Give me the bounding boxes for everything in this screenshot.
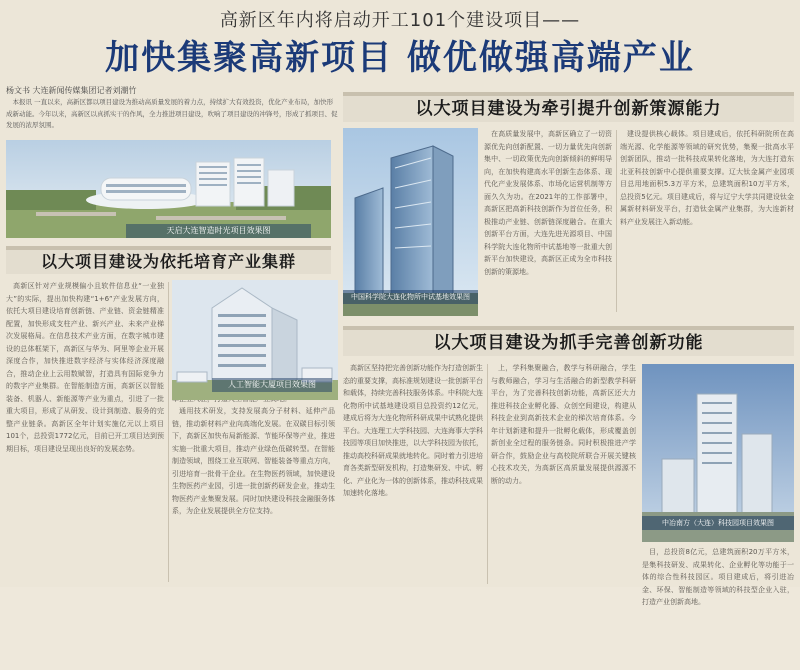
section1-column-2-cont: 通用技术研发，支持发展高分子材料、延伸产品链，推动新材料产业向高端化发展。在双碳目标引领下，高新区加快布局新能源、节能环保等产业，推进实施一批重大项目，推动产业绿色低碳转型。在智能制造领域，围绕工业互联网、智能装备等重点方向，引进培育一批骨干企业。在生物医药领域，加快建设生物医药产业园，引进一批创新药研发企业，推动生物医药产业集聚发展。同时加快建设科技金融服务体系，为企业发展提供全方位支持。	[172, 407, 335, 515]
kicker-headline: 高新区年内将启动开工101个建设项目——	[219, 10, 581, 31]
main-headline: 加快集聚高新项目 做优做强高端产业	[105, 38, 695, 78]
caption-tech-park: 中冶南方（大连）科技园项目效果图	[642, 516, 794, 530]
twin-towers-illustration	[343, 128, 478, 316]
column-divider-2	[616, 130, 617, 312]
section1-title: 以大项目建设为依托培育产业集群	[6, 250, 331, 274]
caption-ai-tower: 人工智能大厦项目效果图	[212, 378, 332, 392]
column-divider-3	[487, 364, 488, 584]
section2-title: 以大项目建设为牵引提升创新策源能力	[343, 96, 794, 122]
photo-twin-towers	[343, 128, 478, 316]
section3-column-3: 目，总投资8亿元，总建筑面积20万平方米，是集科技研发、成果转化、企业孵化等功能于一体的综合性科技园区。项目建成后，将引进冶金、环保、智能制造等领域的科技型企业入驻，打造产业创新高地。	[642, 548, 794, 606]
caption-twin-towers: 中国科学院大连化物所中试基地效果图	[343, 290, 478, 304]
photo-campus-rendering	[6, 140, 331, 238]
lead-paragraph: 本报讯 一直以来，高新区都以项目建设为推动高质量发展的着力点，持续扩大有效投资，优化产业布局，加快形成新动能。今年以来，高新区以真抓实干的作风，全力推进项目建设，吹响了项目建设的冲锋号，形成了抓项目、促发展的浓厚氛围。	[6, 98, 338, 129]
byline: 杨文书 大连新闻传媒集团记者刘潮竹	[6, 86, 137, 95]
photo-ai-tower	[172, 280, 338, 400]
section1-column-1: 高新区针对产业规模偏小且软件信息业“一业独大”的实际，提出加快构建“1+6”产业发展方向，依托大项目建设培育创新链、产业链、资金链精准配置，加快形成支柱产业、新兴产业、未来产业梯次发展格局。在信息技术产业方面，在数字城市建设的总体框架下，高新区与华为、阿里等企业开展深度合作，加快推进数字经济与实体经济深度融合，推动企业上云用数赋智，打造具有国际竞争力的数字产业集群。在智能制造方面，高新区以智能装备、机器人、新能源等产业为重点，引进了一批重大项目，形成了从研发、设计到制造、服务的完整产业链条。高新区全年计划实施亿元以上项目101个，总投资1772亿元，目前已开工项目达到预期目标，项目建设呈现出良好的发展态势。	[6, 282, 164, 453]
section3-column-2: 上，学科集聚融合，教学与科研融合，学生与教师融合，学习与生活融合的新型教学科研平台，为了完善科技创新功能，高新区还大力推进科技企业孵化器、众创空间建设，构建从科技企业到高新技术企业的梯次培育体系。今年计划新建和提升一批孵化载体，形成覆盖创新创业全过程的服务链条。同时积极推进产学研合作，鼓励企业与高校院所联合开展关键核心技术攻关，为高新区高质量发展提供源源不断的动力。	[491, 364, 636, 485]
photo-tech-park	[642, 364, 794, 542]
section2-column-2: 建设提供核心载体。项目建成后，依托科研院所在高端光源、化学能源等领域的研究优势，集聚一批高水平创新团队，推动一批科技成果转化落地，为大连打造东北亚科技创新中心提供重要支撑。辽大钛金属产业园项目总用地面积5.3万平方米，总建筑面积10万平方米，总投资5亿元。项目建成后，将与辽宁大学共同建设钛金属新材料研发平台，打造钛金属产业集群，为大连新材料产业发展注入新动能。	[620, 130, 794, 226]
column-divider	[168, 282, 169, 582]
caption-campus-photo: 天启大连智造时光项目效果图	[126, 224, 311, 238]
section3-column-1: 高新区坚持把完善创新功能作为打造创新生态的重要支撑，高标准规划建设一批创新平台和载体，持续完善科技服务体系。中科院大连化物所中试基地建设项目总投资约12亿元，建成后将为大连化物所科研成果中试熟化提供平台。大连理工大学科技园、大连海事大学科技园等项目加快推进，以大学科技园为依托，推动高校科研成果就地转化。同时着力引进培育各类新型研发机构，打造集研发、中试、孵化、产业化为一体的创新体系，推动科技成果加速转化落地。	[343, 364, 483, 497]
section2-column-1: 在高质量发展中，高新区确立了一切资源优先向创新配置、一切力量优先向创新集中、一切政策优先向创新倾斜的鲜明导向，在加快构建高水平创新生态体系、现代化产业发展体系、市场化运营机制等方面久久为功。在2021年的工作部署中，高新区把高新科技创新作为首位任务，积极推动产业链、创新链深度融合。在重大创新平台方面，大连先进光源项目、中国科学院大连化物所中试基地等一批重大创新平台加快建设，高新区正成为全市科技创新的策源地。	[484, 130, 612, 276]
section3-title: 以大项目建设为抓手完善创新功能	[343, 330, 794, 356]
